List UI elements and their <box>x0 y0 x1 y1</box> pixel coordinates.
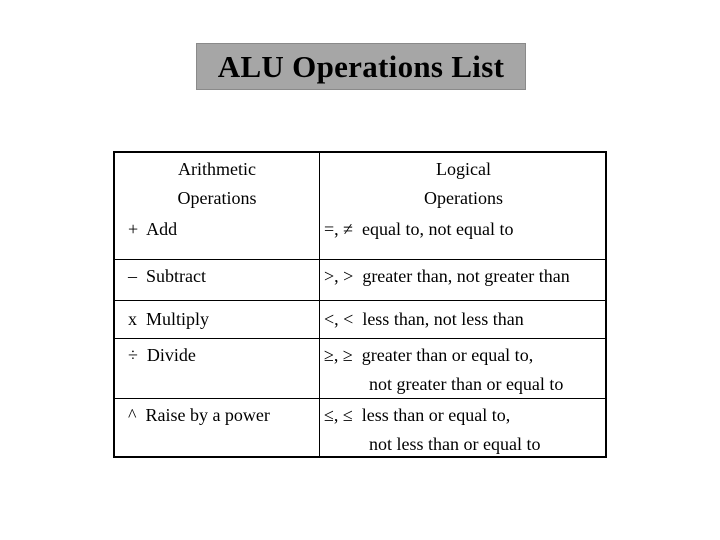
less-equal-label-1: less than or equal to, <box>361 405 511 425</box>
greater-symbol: >, > <box>324 266 354 286</box>
arithmetic-op-divide <box>128 341 196 370</box>
logical-op-less-equal <box>324 401 540 459</box>
row-divider <box>115 300 605 301</box>
greater-equal-line1 <box>324 341 563 370</box>
divide-label: Divide <box>146 345 196 365</box>
greater-equal-label-1: greater than or equal to, <box>361 345 534 365</box>
logical-header <box>320 155 607 213</box>
arithmetic-header-line2: Operations <box>177 188 257 208</box>
logical-op-greater <box>324 262 570 291</box>
row-divider <box>115 259 605 260</box>
greater-equal-label-2: not greater than or equal to <box>369 374 564 394</box>
divide-symbol: ÷ <box>128 345 138 365</box>
logical-op-less <box>324 305 524 334</box>
subtract-label: Subtract <box>146 266 206 286</box>
less-symbol: <, < <box>324 309 354 329</box>
logical-op-greater-equal <box>324 341 563 399</box>
operations-table <box>113 151 607 458</box>
less-label: less than, not less than <box>362 309 524 329</box>
arithmetic-op-multiply <box>128 305 209 334</box>
less-equal-symbol: ≤, ≤ <box>324 405 353 425</box>
multiply-symbol: x <box>128 309 137 329</box>
arithmetic-header <box>115 155 319 213</box>
arithmetic-op-power <box>128 401 270 430</box>
less-equal-label-2: not less than or equal to <box>369 434 541 454</box>
add-symbol: + <box>128 219 139 239</box>
arithmetic-op-subtract <box>128 262 206 291</box>
greater-equal-symbol: ≥, ≥ <box>324 345 353 365</box>
power-label: Raise by a power <box>145 405 270 425</box>
arithmetic-op-add <box>128 215 177 244</box>
logical-header-line1: Logical <box>436 159 491 179</box>
multiply-label: Multiply <box>146 309 210 329</box>
arithmetic-header-line1: Arithmetic <box>178 159 256 179</box>
slide-title: ALU Operations List <box>196 43 526 90</box>
equal-label: equal to, not equal to <box>362 219 514 239</box>
row-divider <box>115 338 605 339</box>
equal-symbol: =, ≠ <box>324 219 354 239</box>
greater-label: greater than, not greater than <box>362 266 570 286</box>
less-equal-line1 <box>324 401 540 430</box>
logical-op-equal <box>324 215 514 244</box>
power-symbol: ^ <box>128 405 137 425</box>
add-label: Add <box>146 219 178 239</box>
logical-header-line2: Operations <box>424 188 503 208</box>
subtract-symbol: – <box>128 266 137 286</box>
